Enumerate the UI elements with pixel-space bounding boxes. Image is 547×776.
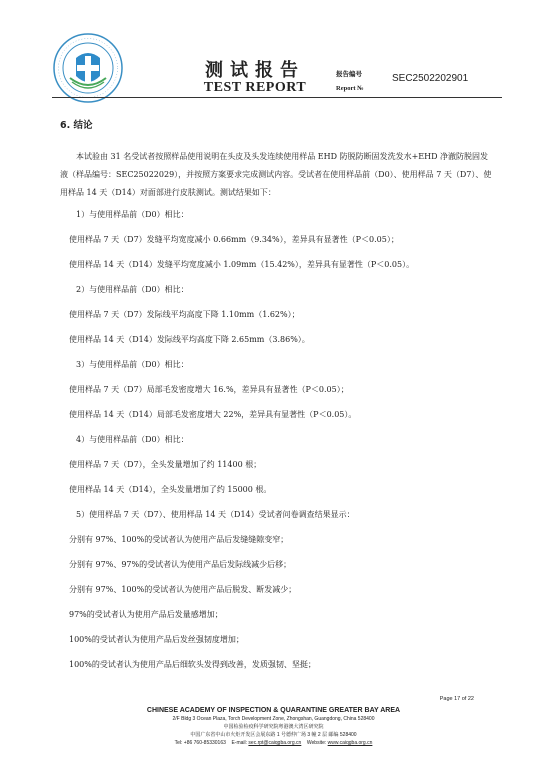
intro-paragraph: 本试验由 31 名受试者按照样品使用说明在头皮及头发连续使用样品 EHD 防脱防断固发洗发水+EHD 净澈防脱固发液（样品编号：SEC25022029），并按照方案要求完成测试内容。受试者在使用样品前（D0）、使用样品 7 天（D7）、使用样品 14 天（D14）对面部进行皮肤测试。测试结果如下： — [60, 152, 492, 197]
result-line: 使用样品 14 天（D14）发际线平均高度下降 2.65mm（3.86%）。 — [69, 335, 310, 344]
report-number-label-cn: 报告编号 — [336, 70, 362, 78]
result-line: 使用样品 7 天（D7）发缝平均宽度减小 0.66mm（9.34%），差异具有显著性（P＜0.05）； — [69, 235, 399, 244]
report-title-cn: 测试报告 — [205, 60, 305, 81]
result-line: 使用样品 7 天（D7）局部毛发密度增大 16.%，差异具有显著性（P＜0.05）； — [69, 385, 349, 394]
result-heading: 4）与使用样品前（D0）相比： — [76, 435, 189, 444]
result-line: 使用样品 14 天（D14）局部毛发密度增大 22%，差异具有显著性（P＜0.05）。 — [69, 410, 357, 419]
report-title-en: TEST REPORT — [203, 80, 307, 95]
footer-address-cn: 中国广东省中山市火炬开发区会展东路 1 号德仲广场 3 幢 2 层 邮编 528400 — [190, 732, 357, 738]
result-line: 使用样品 7 天（D7）发际线平均高度下降 1.10mm（1.62%）； — [69, 310, 300, 319]
header-divider — [52, 97, 502, 98]
result-heading: 3）与使用样品前（D0）相比： — [76, 360, 189, 369]
footer-email-link[interactable]: sec.rpt@caiqgba.org.cn — [248, 740, 302, 746]
result-line: 100%的受试者认为使用产品后细软头发得到改善，发质强韧、坚挺； — [69, 660, 316, 669]
result-line: 分别有 97%、97%的受试者认为使用产品后发际线减少后移； — [69, 560, 292, 569]
result-line: 分别有 97%、100%的受试者认为使用产品后脱发、断发减少； — [69, 585, 297, 594]
report-number-label-en: Report № — [336, 85, 364, 92]
result-line: 使用样品 7 天（D7），全头发量增加了约 11400 根； — [69, 460, 262, 469]
result-line: 100%的受试者认为使用产品后发丝强韧度增加； — [69, 635, 244, 644]
footer-org-name-en: CHINESE ACADEMY OF INSPECTION & QUARANTINE GREATER BAY AREA — [146, 707, 401, 714]
report-number-value: SEC2502202901 — [392, 73, 469, 84]
footer-org-name-cn: 中国检验检疫科学研究院粤港澳大湾区研究院 — [223, 724, 324, 730]
conclusion-section — [60, 120, 492, 677]
footer-website-label: Website: — [306, 740, 327, 746]
footer-address-en: 2/F Bldg 3 Ocean Plaza, Torch Development Zone, Zhongshan, Guangdong, China 528400 — [172, 716, 375, 722]
footer-contact — [0, 739, 547, 747]
result-line: 97%的受试者认为使用产品后发量感增加； — [69, 610, 223, 619]
result-line: 使用样品 14 天（D14），全头发量增加了约 15000 根。 — [69, 485, 272, 494]
page-number: Page 17 of 22 — [439, 696, 474, 702]
report-title — [180, 62, 330, 95]
footer-tel: Tel: +86 760-85330163 — [174, 740, 226, 746]
footer-email-label: E-mail: — [231, 740, 248, 746]
result-heading: 1）与使用样品前（D0）相比： — [76, 210, 189, 219]
result-lines — [60, 202, 492, 677]
footer-website-link[interactable]: www.caiqgba.org.cn — [327, 740, 373, 746]
result-heading: 5）使用样品 7 天（D7）、使用样品 14 天（D14）受试者问卷调查结果显示： — [76, 510, 355, 519]
result-line: 分别有 97%、100%的受试者认为使用产品后发缝缝隙变窄； — [69, 535, 289, 544]
organization-logo — [52, 32, 124, 104]
footer — [0, 706, 547, 747]
section-title: 6. 结论 — [60, 120, 93, 131]
result-line: 使用样品 14 天（D14）发缝平均宽度减小 1.09mm（15.42%），差异具有显著性（P＜0.05）。 — [69, 260, 415, 269]
result-heading: 2）与使用样品前（D0）相比： — [76, 285, 189, 294]
